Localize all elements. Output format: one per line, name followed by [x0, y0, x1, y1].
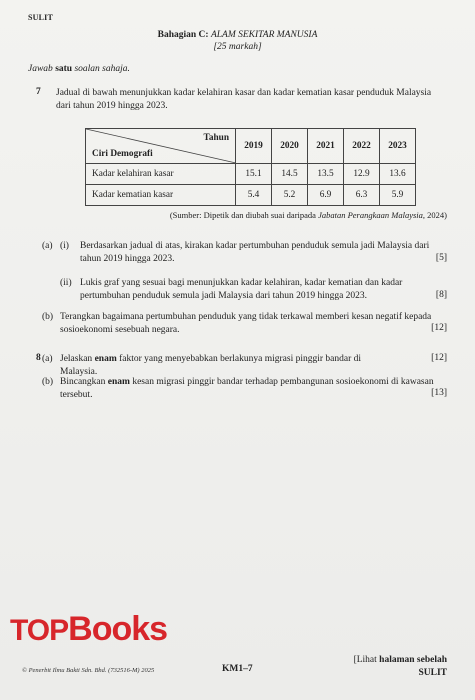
- q8-a-post: faktor yang menyebabkan berlakunya migrasi pinggir bandar di Malaysia.: [60, 354, 362, 377]
- q7-b-text: Terangkan bagaimana pertumbuhan penduduk yang tidak terkawal memberi kesan negatif kepada sosioekonomi sesebuah negara.: [60, 312, 432, 335]
- publisher-credit: © Penerbit Ilmu Bakti Sdn. Bhd. (732516-M) 2025: [22, 667, 155, 674]
- q8-b-pre: Bincangkan: [60, 377, 106, 387]
- q7-a-ii-label: (ii): [60, 278, 72, 288]
- q7-a-label: (a): [42, 241, 53, 251]
- table-cell: 6.9: [308, 185, 344, 206]
- page-code: KM1–7: [222, 664, 253, 674]
- q7-b-marks: [12]: [431, 323, 447, 333]
- table-corner-cell: [86, 129, 236, 164]
- q7-a-i-text: Berdasarkan jadual di atas, kirakan kadar pertumbuhan penduduk semula jadi Malaysia dari tahun 2019 hingga 2023.: [80, 241, 430, 264]
- q7-number: 7: [36, 87, 41, 97]
- q8-b-text: [60, 376, 448, 401]
- lihat-bold: halaman sebelah: [379, 655, 447, 665]
- year-header: 2021: [308, 129, 344, 164]
- next-page-note: [354, 654, 447, 667]
- instruction-pre: Jawab: [28, 64, 53, 74]
- corner-top-label: Tahun: [203, 133, 229, 143]
- table-cell: 5.4: [236, 185, 272, 206]
- q8-a-marks: [12]: [431, 353, 447, 363]
- table-cell: 13.5: [308, 164, 344, 185]
- q7-a-ii-text: Lukis graf yang sesuai bagi menunjukkan kadar kelahiran, kadar kematian dan kadar pertumbuhan penduduk semula jadi Malaysia dari tahun 2019 hingga 2023.: [80, 278, 403, 301]
- q7-a-i-marks: [5]: [435, 253, 447, 263]
- q8-a-text: [60, 353, 400, 378]
- table-row: [86, 185, 416, 206]
- row-label: Kadar kelahiran kasar: [86, 164, 236, 185]
- table-cell: 14.5: [272, 164, 308, 185]
- table-cell: 5.2: [272, 185, 308, 206]
- section-title-bold: Bahagian C:: [157, 30, 209, 40]
- q8-a-pre: Jelaskan: [60, 354, 93, 364]
- q7-b-label: (b): [42, 312, 54, 322]
- table-source: [170, 210, 447, 220]
- q8-a-bold: enam: [94, 354, 117, 364]
- row-label: Kadar kematian kasar: [86, 185, 236, 206]
- corner-bottom-label: Ciri Demografi: [92, 149, 153, 159]
- year-header: 2022: [344, 129, 380, 164]
- watermark-books: Books: [68, 610, 168, 648]
- source-pre: (Sumber: Dipetik dan diubah suai daripada: [169, 210, 316, 220]
- table-cell: 12.9: [344, 164, 380, 185]
- instruction: [28, 64, 130, 74]
- source-post: , 2024): [422, 210, 447, 220]
- table-cell: 15.1: [236, 164, 272, 185]
- section-title-italic: ALAM SEKITAR MANUSIA: [210, 30, 318, 40]
- q7-a-i-label: (i): [60, 241, 69, 251]
- lihat-pre: [Lihat: [353, 655, 377, 665]
- q7-text: Jadual di bawah menunjukkan kadar kelahiran kasar dan kadar kematian kasar penduduk Malaysia dari tahun 2019 hingga 2023.: [56, 88, 432, 111]
- instruction-bold: satu: [55, 64, 73, 74]
- table-cell: 13.6: [380, 164, 416, 185]
- q8-number: 8: [36, 353, 41, 363]
- q7-a-ii-marks: [8]: [435, 290, 447, 300]
- year-header: 2019: [236, 129, 272, 164]
- topbooks-watermark-logo: [10, 610, 167, 649]
- q8-b-marks: [13]: [431, 388, 447, 398]
- demography-table: [85, 128, 416, 206]
- watermark-top: TOP: [10, 614, 69, 647]
- year-header: 2020: [272, 129, 308, 164]
- sulit-footer: SULIT: [418, 668, 447, 678]
- footer-right: [354, 654, 447, 680]
- q8-b-post: kesan migrasi pinggir bandar terhadap pembangunan sosioekonomi di kawasan tersebut.: [60, 377, 434, 400]
- table-cell: 5.9: [380, 185, 416, 206]
- table-row: [86, 164, 416, 185]
- section-marks: [25 markah]: [213, 42, 262, 52]
- q8-a-label: (a): [42, 354, 53, 364]
- section-title: [0, 30, 475, 40]
- instruction-post: soalan sahaja.: [74, 64, 130, 74]
- q8-b-bold: enam: [107, 377, 130, 387]
- table-cell: 6.3: [344, 185, 380, 206]
- sulit-header: SULIT: [28, 13, 54, 22]
- q8-b-label: (b): [42, 377, 54, 387]
- year-header: 2023: [380, 129, 416, 164]
- source-italic: Jabatan Perangkaan Malaysia: [318, 210, 423, 220]
